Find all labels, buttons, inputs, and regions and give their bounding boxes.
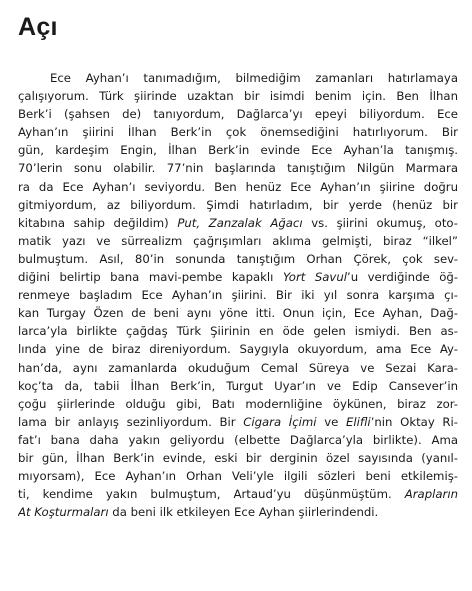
text-line: han’da, aynı zamanlarda okuduğum Cemal Süreya ve Sezai Kara-: [18, 360, 458, 375]
poem-title: At Koşturmaları: [18, 505, 109, 520]
text-line: diğini belirtip bana mavi-pembe kapaklı Yort Savul’u verdiğinde öğ-: [18, 270, 458, 285]
poem-title: Elifli: [346, 414, 371, 429]
text-line: larca’yla birlikte çağdaş Türk Şiirinin en öde gelen ismiydi. Ben as-: [18, 324, 458, 339]
text-line: Berk’i (şahsen de) tanıyordum, Dağlarca’yı epeyi biliyordum. Ece: [18, 107, 458, 122]
text-line: matik yazı ve sürrealizm çağrışımları aklıma gelmişti, biraz “ilkel”: [18, 233, 458, 248]
text-line: fat’ı bana daha yakın geliyordu (elbette Dağlarca’yla birlikte). Ama: [18, 432, 458, 447]
text-line: çalışıyorum. Türk şiirinde uzaktan bir isimdi benim için. Ben İlhan: [18, 89, 458, 104]
text-line: Ayhan’ın şiirini İlhan Berk’in çok önemsediğini hatırlıyorum. Bir: [18, 125, 458, 140]
text-line: ra da Ece Ayhan’ı seviyordu. Ben henüz Ece Ayhan’ın şiirine doğru: [18, 179, 458, 194]
poem-title: Cigara İçimi: [243, 414, 317, 429]
text-line: Ece Ayhan’ı tanımadığım, bilmediğim zamanları hatırlamaya: [50, 71, 458, 85]
text-line: kan Turgay Özen de beni aynı yöne itti. Onun için, Ece Ayhan, Dağ-: [18, 306, 458, 321]
text-line: bulmuştum. Asıl, 80’in sonunda tanıştığım Orhan Çörek, çok sev-: [18, 251, 458, 266]
text-line: çoğu şiirlerinde olduğu gibi, Batı modernliğine öykünen, biraz zor-: [18, 396, 458, 411]
text-line: gitmiyordum, az biliyordum. Şimdi hatırladım, bir yerde (henüz bir: [18, 197, 458, 212]
text-line: At Koşturmaları da beni ilk etkileyen Ece Ayhan şiirlerindendi.: [18, 505, 379, 520]
text-line: renmeye başladım Ece Ayhan’ın şiirini. Bir iki yıl sonra karşıma çı-: [18, 288, 458, 303]
text-line: 70’lerin sonu olabilir. 77’nin başlarında tanıştığım Nilgün Marmara: [18, 161, 458, 176]
poem-title: Arapların: [404, 487, 458, 502]
text-line: gün, kardeşim Engin, İlhan Berk’in evinde Ece Ayhan’la tanışmış.: [18, 143, 458, 158]
text-line: ti, kendime yakın bulmuştum, Artaud’yu düşünmüştüm. Arapların: [18, 487, 458, 502]
page-title: Açı: [18, 13, 58, 41]
text-line: lama bir anlayış sezinliyordum. Bir Cigara İçimi ve Elifli’nin Oktay Ri-: [18, 414, 458, 429]
text-line: lında yine de biraz direniyordum. Saygıyla okuyordum, ama Ece Ay-: [18, 342, 458, 357]
body-text: [18, 69, 458, 521]
text-line: koç’ta da, tabii İlhan Berk’in, Turgut Uyar’ın ve Edip Cansever’in: [18, 378, 458, 393]
text-line: kitabına sahip değildim) Put, Zanzalak Ağacı vs. şiirini okumuş, oto-: [18, 215, 458, 230]
book-title: Yort Savul: [282, 270, 347, 285]
text-line: bir gün, İlhan Berk’in evinde, eski bir derginin özel sayısında (yanıl-: [18, 450, 458, 465]
poem-title: Put, Zanzalak Ağacı: [177, 215, 303, 230]
text-line: mıyorsam), Ece Ayhan’ın Orhan Veli’yle ilgili sözleri beni etkilemiş-: [18, 469, 458, 484]
